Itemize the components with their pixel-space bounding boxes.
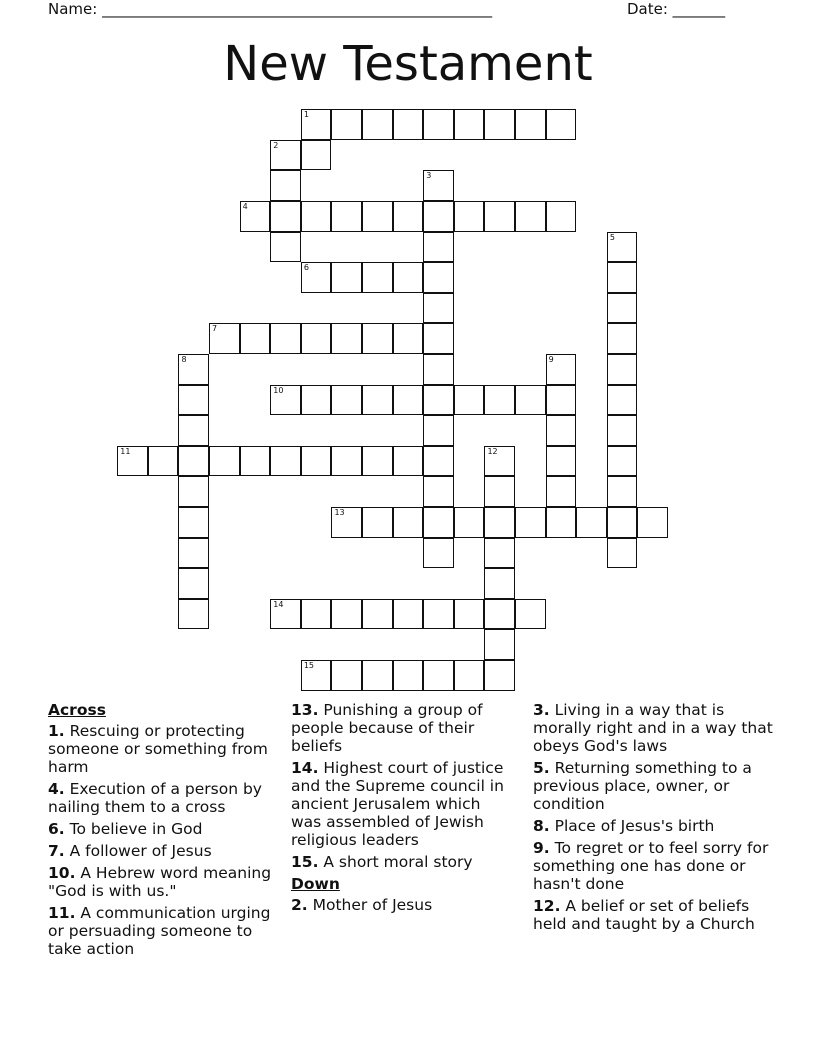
grid-cell[interactable] xyxy=(331,385,362,416)
clue-item xyxy=(48,842,280,860)
grid-cell[interactable] xyxy=(423,232,454,263)
clue-item xyxy=(533,759,773,813)
grid-cell[interactable] xyxy=(607,538,638,569)
clue-item-text: Punishing a group of people because of their beliefs xyxy=(291,701,483,755)
grid-cell[interactable] xyxy=(546,109,577,140)
grid-cell[interactable] xyxy=(301,660,332,691)
grid-cell[interactable] xyxy=(454,385,485,416)
grid-cell[interactable] xyxy=(484,599,515,630)
clue-number: 5 xyxy=(609,232,615,242)
grid-cell[interactable] xyxy=(178,568,209,599)
grid-cell[interactable] xyxy=(270,599,301,630)
grid-cell[interactable] xyxy=(178,385,209,416)
grid-cell[interactable] xyxy=(393,660,424,691)
clue-item-number: 9. xyxy=(533,839,550,857)
clue-item-number: 12. xyxy=(533,897,561,915)
grid-cell[interactable] xyxy=(423,354,454,385)
grid-cell[interactable] xyxy=(515,507,546,538)
clue-item-number: 2. xyxy=(291,896,308,914)
grid-cell[interactable] xyxy=(331,446,362,477)
clue-item-number: 11. xyxy=(48,904,76,922)
clue-item xyxy=(533,817,773,835)
grid-cell[interactable] xyxy=(240,201,271,232)
grid-cell[interactable] xyxy=(240,323,271,354)
grid-cell[interactable] xyxy=(240,446,271,477)
across-clue-list-continued xyxy=(291,701,513,871)
grid-cell[interactable] xyxy=(515,599,546,630)
grid-cell[interactable] xyxy=(270,140,301,171)
grid-cell[interactable] xyxy=(178,446,209,477)
grid-cell[interactable] xyxy=(362,507,393,538)
grid-cell[interactable] xyxy=(423,201,454,232)
clue-item-text: A communication urging or persuading someone to take action xyxy=(48,904,271,958)
grid-cell[interactable] xyxy=(178,476,209,507)
grid-cell[interactable] xyxy=(301,323,332,354)
grid-cell[interactable] xyxy=(301,201,332,232)
grid-cell[interactable] xyxy=(484,385,515,416)
grid-cell[interactable] xyxy=(331,507,362,538)
grid-cell[interactable] xyxy=(362,446,393,477)
clue-item xyxy=(291,759,513,849)
grid-cell[interactable] xyxy=(393,385,424,416)
grid-cell[interactable] xyxy=(178,415,209,446)
grid-cell[interactable] xyxy=(607,507,638,538)
clues-column-1 xyxy=(48,701,280,962)
clue-item-number: 1. xyxy=(48,722,65,740)
grid-cell[interactable] xyxy=(423,507,454,538)
grid-cell[interactable] xyxy=(301,385,332,416)
grid-cell[interactable] xyxy=(362,323,393,354)
grid-cell[interactable] xyxy=(393,323,424,354)
clue-item xyxy=(291,853,513,871)
grid-cell[interactable] xyxy=(423,293,454,324)
grid-cell[interactable] xyxy=(423,446,454,477)
grid-cell[interactable] xyxy=(454,599,485,630)
page-title: New Testament xyxy=(223,36,593,92)
grid-cell[interactable] xyxy=(362,385,393,416)
grid-cell[interactable] xyxy=(454,109,485,140)
clue-item-text: Highest court of justice and the Supreme council in ancient Jerusalem which was assembled of Jewish religious leaders xyxy=(291,759,504,849)
clue-item xyxy=(48,820,280,838)
grid-cell[interactable] xyxy=(484,109,515,140)
clue-item xyxy=(48,864,280,900)
clue-item-number: 10. xyxy=(48,864,76,882)
clue-item-text: To believe in God xyxy=(64,820,203,838)
grid-cell[interactable] xyxy=(393,507,424,538)
clue-item-text: Rescuing or protecting someone or something from harm xyxy=(48,722,268,776)
grid-cell[interactable] xyxy=(607,323,638,354)
grid-cell[interactable] xyxy=(362,660,393,691)
clue-number: 12 xyxy=(487,446,498,456)
clue-item-number: 15. xyxy=(291,853,319,871)
grid-cell[interactable] xyxy=(393,446,424,477)
grid-cell[interactable] xyxy=(637,507,668,538)
grid-cell[interactable] xyxy=(270,170,301,201)
grid-cell[interactable] xyxy=(607,476,638,507)
clue-item-text: To regret or to feel sorry for something one has done or hasn't done xyxy=(533,839,769,893)
down-clue-list xyxy=(291,896,513,914)
grid-cell[interactable] xyxy=(393,599,424,630)
date-field[interactable]: Date: _______ xyxy=(627,0,726,18)
clue-item-number: 14. xyxy=(291,759,319,777)
clue-item-text: A short moral story xyxy=(318,853,473,871)
grid-cell[interactable] xyxy=(484,629,515,660)
clue-item xyxy=(533,839,773,893)
grid-cell[interactable] xyxy=(484,538,515,569)
grid-cell[interactable] xyxy=(331,201,362,232)
clue-item-text: A follower of Jesus xyxy=(64,842,212,860)
grid-cell[interactable] xyxy=(484,568,515,599)
grid-cell[interactable] xyxy=(209,323,240,354)
grid-cell[interactable] xyxy=(362,109,393,140)
clue-number: 2 xyxy=(273,140,279,150)
grid-cell[interactable] xyxy=(178,507,209,538)
clue-item-text: Mother of Jesus xyxy=(307,896,433,914)
clue-number: 4 xyxy=(242,202,248,212)
grid-cell[interactable] xyxy=(423,323,454,354)
grid-cell[interactable] xyxy=(515,201,546,232)
clue-item xyxy=(533,897,773,933)
grid-cell[interactable] xyxy=(423,415,454,446)
grid-cell[interactable] xyxy=(178,538,209,569)
clue-item-number: 6. xyxy=(48,820,65,838)
grid-cell[interactable] xyxy=(209,446,240,477)
grid-cell[interactable] xyxy=(484,476,515,507)
grid-cell[interactable] xyxy=(178,354,209,385)
grid-cell[interactable] xyxy=(546,476,577,507)
clue-item-text: Returning something to a previous place, owner, or condition xyxy=(533,759,752,813)
clue-item-text: A Hebrew word meaning "God is with us." xyxy=(48,864,272,900)
grid-cell[interactable] xyxy=(546,385,577,416)
grid-cell[interactable] xyxy=(393,109,424,140)
clue-item-number: 5. xyxy=(533,759,550,777)
grid-cell[interactable] xyxy=(270,446,301,477)
grid-cell[interactable] xyxy=(484,201,515,232)
clue-item-number: 8. xyxy=(533,817,550,835)
clue-item xyxy=(48,722,280,776)
clue-number: 9 xyxy=(548,355,554,365)
grid-cell[interactable] xyxy=(270,323,301,354)
grid-cell[interactable] xyxy=(270,201,301,232)
clue-number: 3 xyxy=(426,171,432,181)
clue-item xyxy=(48,904,280,958)
clue-item-text: A belief or set of beliefs held and taught by a Church xyxy=(533,897,755,933)
grid-cell[interactable] xyxy=(546,507,577,538)
grid-cell[interactable] xyxy=(362,201,393,232)
grid-cell[interactable] xyxy=(546,201,577,232)
clue-number: 10 xyxy=(273,385,284,395)
clue-item xyxy=(291,896,513,914)
across-clue-list xyxy=(48,722,280,958)
grid-cell[interactable] xyxy=(515,385,546,416)
grid-cell[interactable] xyxy=(331,109,362,140)
grid-cell[interactable] xyxy=(362,599,393,630)
grid-cell[interactable] xyxy=(546,415,577,446)
clues-column-3 xyxy=(533,701,773,937)
grid-cell[interactable] xyxy=(546,446,577,477)
grid-cell[interactable] xyxy=(607,446,638,477)
grid-cell[interactable] xyxy=(301,446,332,477)
grid-cell[interactable] xyxy=(423,476,454,507)
clue-number: 6 xyxy=(303,263,309,273)
grid-cell[interactable] xyxy=(423,385,454,416)
clue-number: 7 xyxy=(212,324,218,334)
clue-item-text: Place of Jesus's birth xyxy=(549,817,715,835)
grid-cell[interactable] xyxy=(423,170,454,201)
grid-cell[interactable] xyxy=(301,599,332,630)
across-heading: Across xyxy=(48,701,106,719)
grid-cell[interactable] xyxy=(454,507,485,538)
grid-cell[interactable] xyxy=(301,140,332,171)
clue-number: 11 xyxy=(120,446,131,456)
grid-cell[interactable] xyxy=(576,507,607,538)
clue-item xyxy=(291,701,513,755)
grid-cell[interactable] xyxy=(454,201,485,232)
grid-cell[interactable] xyxy=(362,262,393,293)
grid-cell[interactable] xyxy=(423,538,454,569)
grid-cell[interactable] xyxy=(546,354,577,385)
grid-cell[interactable] xyxy=(331,599,362,630)
grid-cell[interactable] xyxy=(423,262,454,293)
clue-item-number: 7. xyxy=(48,842,65,860)
grid-cell[interactable] xyxy=(331,660,362,691)
grid-cell[interactable] xyxy=(301,109,332,140)
name-field[interactable]: Name: ____________________________________________________ xyxy=(48,0,493,18)
down-clue-list-continued xyxy=(533,701,773,933)
grid-cell[interactable] xyxy=(607,385,638,416)
grid-cell[interactable] xyxy=(607,232,638,263)
clue-number: 15 xyxy=(303,661,315,671)
clue-item-number: 3. xyxy=(533,701,550,719)
grid-cell[interactable] xyxy=(423,109,454,140)
grid-cell[interactable] xyxy=(117,446,148,477)
clue-item-text: Living in a way that is morally right and in a way that obeys God's laws xyxy=(533,701,773,755)
clue-number: 1 xyxy=(303,110,309,120)
grid-cell[interactable] xyxy=(607,262,638,293)
clue-item-number: 4. xyxy=(48,780,65,798)
grid-cell[interactable] xyxy=(484,446,515,477)
grid-cell[interactable] xyxy=(393,262,424,293)
grid-cell[interactable] xyxy=(331,323,362,354)
grid-cell[interactable] xyxy=(270,385,301,416)
clue-number: 8 xyxy=(181,355,187,365)
grid-cell[interactable] xyxy=(423,660,454,691)
grid-cell[interactable] xyxy=(607,415,638,446)
clue-item-text: Execution of a person by nailing them to a cross xyxy=(48,780,262,816)
grid-cell[interactable] xyxy=(301,262,332,293)
grid-cell[interactable] xyxy=(484,660,515,691)
grid-cell[interactable] xyxy=(454,660,485,691)
grid-cell[interactable] xyxy=(515,109,546,140)
clue-item xyxy=(48,780,280,816)
down-heading: Down xyxy=(291,875,340,893)
grid-cell[interactable] xyxy=(607,354,638,385)
grid-cell[interactable] xyxy=(178,599,209,630)
grid-cell[interactable] xyxy=(607,293,638,324)
grid-cell[interactable] xyxy=(393,201,424,232)
clue-number: 14 xyxy=(273,599,284,609)
grid-cell[interactable] xyxy=(148,446,179,477)
clues-column-2 xyxy=(291,701,513,918)
grid-cell[interactable] xyxy=(270,232,301,263)
clue-item-number: 13. xyxy=(291,701,319,719)
clue-item xyxy=(533,701,773,755)
grid-cell[interactable] xyxy=(423,599,454,630)
grid-cell[interactable] xyxy=(484,507,515,538)
grid-cell[interactable] xyxy=(331,262,362,293)
clue-number: 13 xyxy=(334,508,345,518)
